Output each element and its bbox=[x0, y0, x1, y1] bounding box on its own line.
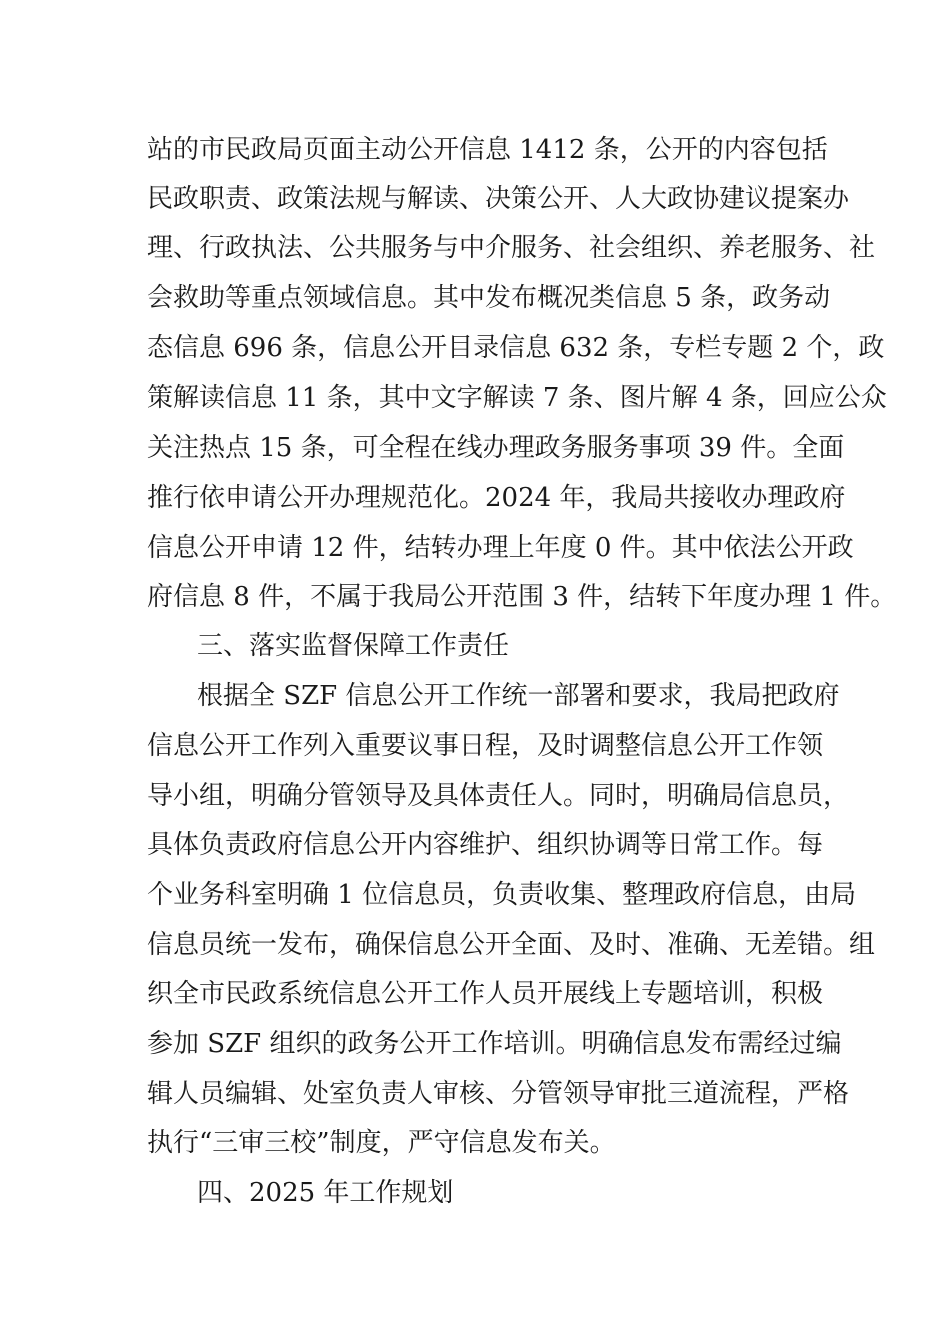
paragraph-line: 站的市民政局页面主动公开信息 1412 条，公开的内容包括 bbox=[147, 135, 828, 165]
section-heading-3: 三、落实监督保障工作责任 bbox=[197, 631, 510, 661]
paragraph-line: 信息员统一发布，确保信息公开全面、及时、准确、无差错。组 bbox=[147, 930, 876, 960]
paragraph-line: 织全市民政系统信息公开工作人员开展线上专题培训，积极 bbox=[147, 979, 824, 1009]
paragraph-line: 会救助等重点领域信息。其中发布概况类信息 5 条，政务动 bbox=[147, 283, 831, 313]
paragraph-line: 参加 SZF 组织的政务公开工作培训。明确信息发布需经过编 bbox=[147, 1029, 842, 1059]
paragraph-line: 府信息 8 件，不属于我局公开范围 3 件，结转下年度办理 1 件。 bbox=[147, 582, 897, 612]
paragraph-line: 信息公开申请 12 件，结转办理上年度 0 件。其中依法公开政 bbox=[147, 533, 854, 563]
paragraph-line: 具体负责政府信息公开内容维护、组织协调等日常工作。每 bbox=[147, 830, 824, 860]
paragraph-line: 策解读信息 11 条，其中文字解读 7 条、图片解 4 条，回应公众 bbox=[147, 383, 887, 413]
paragraph-line: 推行依申请公开办理规范化。2024 年，我局共接收办理政府 bbox=[147, 483, 846, 513]
section-heading-4: 四、2025 年工作规划 bbox=[197, 1178, 454, 1208]
paragraph-line: 理、行政执法、公共服务与中介服务、社会组织、养老服务、社 bbox=[147, 233, 876, 263]
paragraph-line: 根据全 SZF 信息公开工作统一部署和要求，我局把政府 bbox=[197, 681, 840, 711]
paragraph-line: 辑人员编辑、处室负责人审核、分管领导审批三道流程，严格 bbox=[147, 1079, 850, 1109]
paragraph-line: 个业务科室明确 1 位信息员，负责收集、整理政府信息，由局 bbox=[147, 880, 857, 910]
paragraph-line: 关注热点 15 条，可全程在线办理政务服务事项 39 件。全面 bbox=[147, 433, 845, 463]
paragraph-line: 导小组，明确分管领导及具体责任人。同时，明确局信息员， bbox=[147, 781, 850, 811]
paragraph-line: 态信息 696 条，信息公开目录信息 632 条，专栏专题 2 个，政 bbox=[147, 333, 885, 363]
paragraph-line: 执行“三审三校”制度，严守信息发布关。 bbox=[147, 1128, 616, 1158]
paragraph-line: 民政职责、政策法规与解读、决策公开、人大政协建议提案办 bbox=[147, 184, 850, 214]
paragraph-line: 信息公开工作列入重要议事日程，及时调整信息公开工作领 bbox=[147, 731, 824, 761]
